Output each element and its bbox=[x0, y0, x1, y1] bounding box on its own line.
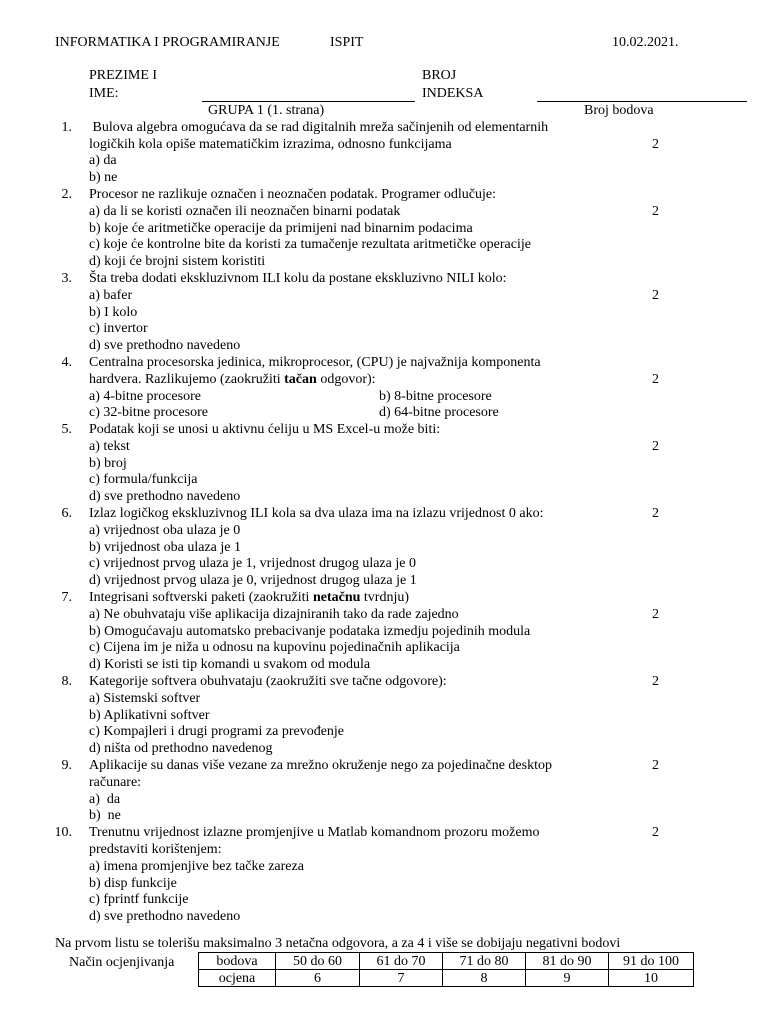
answer-option[interactable]: c) fprintf funkcije bbox=[89, 892, 189, 907]
question-points: 2 bbox=[652, 137, 659, 152]
answer-option[interactable]: c) 32-bitne procesore bbox=[89, 405, 208, 420]
question-points: 2 bbox=[652, 288, 659, 303]
answer-option[interactable]: a) vrijednost oba ulaza je 0 bbox=[89, 523, 241, 538]
answer-option[interactable]: a) tekst bbox=[89, 439, 130, 454]
answer-option[interactable]: a) da bbox=[89, 792, 121, 807]
answer-option[interactable]: d) ništa od prethodno navedenog bbox=[89, 741, 273, 756]
question-number: 2. bbox=[61, 187, 72, 202]
answer-option[interactable]: c) Kompajleri i drugi programi za prevođenje bbox=[89, 724, 345, 739]
question-text-part: tvrdnju) bbox=[360, 590, 409, 605]
answer-option[interactable]: a) da bbox=[89, 153, 117, 168]
grading-cell: 61 do 70 bbox=[360, 953, 443, 970]
question-points: 2 bbox=[652, 758, 659, 773]
grading-row-grade bbox=[199, 970, 694, 987]
surname-label: PREZIME I bbox=[89, 68, 158, 83]
answer-option[interactable]: d) koji će brojni sistem koristiti bbox=[89, 254, 266, 269]
question-text bbox=[89, 590, 409, 606]
answer-option[interactable]: c) koje će kontrolne bite da koristi za tumačenje rezultata aritmetičke operacije bbox=[89, 237, 531, 252]
answer-option[interactable]: a) Ne obuhvataju više aplikacija dizajniranih tako da rade zajedno bbox=[89, 607, 459, 622]
answer-option[interactable]: d) 64-bitne procesore bbox=[379, 405, 499, 420]
question-number: 1. bbox=[61, 120, 72, 135]
answer-option[interactable]: d) sve prethodno navedeno bbox=[89, 338, 241, 353]
answer-option[interactable]: a) da li se koristi označen ili neoznačen binarni podatak bbox=[89, 204, 401, 219]
question-text: predstaviti korištenjem: bbox=[89, 842, 222, 857]
grading-cell: 81 do 90 bbox=[526, 953, 609, 970]
exam-date: 10.02.2021. bbox=[612, 35, 679, 50]
answer-option[interactable]: d) sve prethodno navedeno bbox=[89, 489, 241, 504]
grading-cell: 50 do 60 bbox=[276, 953, 360, 970]
question-number: 3. bbox=[61, 271, 72, 286]
question-points: 2 bbox=[652, 506, 659, 521]
answer-option[interactable]: b) koje će aritmetičke operacije da primijeni nad binarnim podacima bbox=[89, 221, 473, 236]
question-points: 2 bbox=[652, 607, 659, 622]
grading-cell: 7 bbox=[360, 970, 443, 987]
question-text: Izlaz logičkog ekskluzivnog ILI kola sa dva ulaza ima na izlazu vrijednost 0 ako: bbox=[89, 506, 544, 521]
answer-option[interactable]: c) Cijena im je niža u odnosu na kupovinu pojedinačnih aplikacija bbox=[89, 640, 460, 655]
grading-cell: ocjena bbox=[199, 970, 276, 987]
question-text: Aplikacije su danas više vezane za mrežno okruženje nego za pojedinačne desktop bbox=[89, 758, 552, 773]
answer-option[interactable]: a) bafer bbox=[89, 288, 133, 303]
index-label-1: BROJ bbox=[422, 68, 457, 83]
question-text-part: odgovor): bbox=[316, 372, 376, 387]
name-field-line[interactable] bbox=[202, 101, 415, 102]
answer-option[interactable]: a) imena promjenjive bez tačke zareza bbox=[89, 859, 304, 874]
question-text: računare: bbox=[89, 775, 142, 790]
answer-option[interactable]: b) ne bbox=[89, 808, 121, 823]
question-number: 4. bbox=[61, 355, 72, 370]
question-text: Podatak koji se unosi u aktivnu ćeliju u MS Excel-u može biti: bbox=[89, 422, 441, 437]
answer-option[interactable]: c) formula/funkcija bbox=[89, 472, 198, 487]
answer-option[interactable]: b) Aplikativni softver bbox=[89, 708, 210, 723]
index-label-2: INDEKSA bbox=[422, 86, 484, 101]
answer-option[interactable]: d) Koristi se isti tip komandi u svakom od modula bbox=[89, 657, 371, 672]
exam-label: ISPIT bbox=[330, 35, 364, 50]
answer-option[interactable]: a) Sistemski softver bbox=[89, 691, 201, 706]
grading-cell: 10 bbox=[609, 970, 694, 987]
answer-option[interactable]: b) broj bbox=[89, 456, 127, 471]
question-text-part: Integrisani softverski paketi (zaokružiti bbox=[89, 590, 313, 605]
question-text: Trenutnu vrijednost izlazne promjenjive u Matlab komandnom prozoru možemo bbox=[89, 825, 540, 840]
grading-cell: bodova bbox=[199, 953, 276, 970]
question-text bbox=[89, 372, 376, 388]
answer-option[interactable]: b) vrijednost oba ulaza je 1 bbox=[89, 540, 242, 555]
grading-label: Način ocjenjivanja bbox=[69, 955, 175, 970]
emphasis-word: tačan bbox=[284, 372, 317, 387]
question-number: 6. bbox=[61, 506, 72, 521]
answer-option[interactable]: a) 4-bitne procesore bbox=[89, 389, 201, 404]
grading-cell: 9 bbox=[526, 970, 609, 987]
name-label: IME: bbox=[89, 86, 119, 101]
question-text-part: hardvera. Razlikujemo (zaokružiti bbox=[89, 372, 285, 387]
points-header: Broj bodova bbox=[584, 103, 654, 118]
footer-note: Na prvom listu se tolerišu maksimalno 3 netačna odgovora, a za 4 i više se dobijaju negativni bodovi bbox=[55, 936, 621, 951]
grading-cell: 71 do 80 bbox=[443, 953, 526, 970]
answer-option[interactable]: c) invertor bbox=[89, 321, 148, 336]
question-text: Procesor ne razlikuje označen i neoznačen podatak. Programer odlučuje: bbox=[89, 187, 496, 202]
question-text: Kategorije softvera obuhvataju (zaokružiti sve tačne odgovore): bbox=[89, 674, 447, 689]
answer-option[interactable]: b) 8-bitne procesore bbox=[379, 389, 492, 404]
question-number: 7. bbox=[61, 590, 72, 605]
answer-option[interactable]: d) sve prethodno navedeno bbox=[89, 909, 241, 924]
question-number: 8. bbox=[61, 674, 72, 689]
question-points: 2 bbox=[652, 372, 659, 387]
answer-option[interactable]: b) I kolo bbox=[89, 305, 138, 320]
question-points: 2 bbox=[652, 204, 659, 219]
question-number: 9. bbox=[61, 758, 72, 773]
question-points: 2 bbox=[652, 674, 659, 689]
question-number: 5. bbox=[61, 422, 72, 437]
question-text: logičkih kola opiše matematičkim izrazima, odnosno funkcijama bbox=[89, 137, 452, 152]
grading-cell: 91 do 100 bbox=[609, 953, 694, 970]
course-title: INFORMATIKA I PROGRAMIRANJE bbox=[55, 35, 280, 50]
emphasis-word: netačnu bbox=[312, 590, 361, 605]
question-number: 10. bbox=[54, 825, 72, 840]
question-text: Šta treba dodati ekskluzivnom ILI kolu da postane ekskluzivno NILI kolo: bbox=[89, 271, 507, 286]
index-field-line[interactable] bbox=[537, 101, 747, 102]
grading-cell: 6 bbox=[276, 970, 360, 987]
answer-option[interactable]: b) Omogućavaju automatsko prebacivanje podataka izmedju pojedinih modula bbox=[89, 624, 531, 639]
question-text: Centralna procesorska jedinica, mikroprocesor, (CPU) je najvažnija komponenta bbox=[89, 355, 541, 370]
answer-option[interactable]: b) ne bbox=[89, 170, 118, 185]
group-label: GRUPA 1 (1. strana) bbox=[208, 103, 325, 118]
answer-option[interactable]: c) vrijednost prvog ulaza je 1, vrijednost drugog ulaza je 0 bbox=[89, 556, 416, 571]
grading-cell: 8 bbox=[443, 970, 526, 987]
question-points: 2 bbox=[652, 439, 659, 454]
answer-option[interactable]: b) disp funkcije bbox=[89, 876, 177, 891]
grading-row-points bbox=[199, 953, 694, 970]
question-text: Bulova algebra omogućava da se rad digitalnih mreža sačinjenih od elementarnih bbox=[89, 120, 549, 135]
answer-option[interactable]: d) vrijednost prvog ulaza je 0, vrijednost drugog ulaza je 1 bbox=[89, 573, 417, 588]
question-points: 2 bbox=[652, 825, 659, 840]
grading-table bbox=[198, 952, 694, 987]
